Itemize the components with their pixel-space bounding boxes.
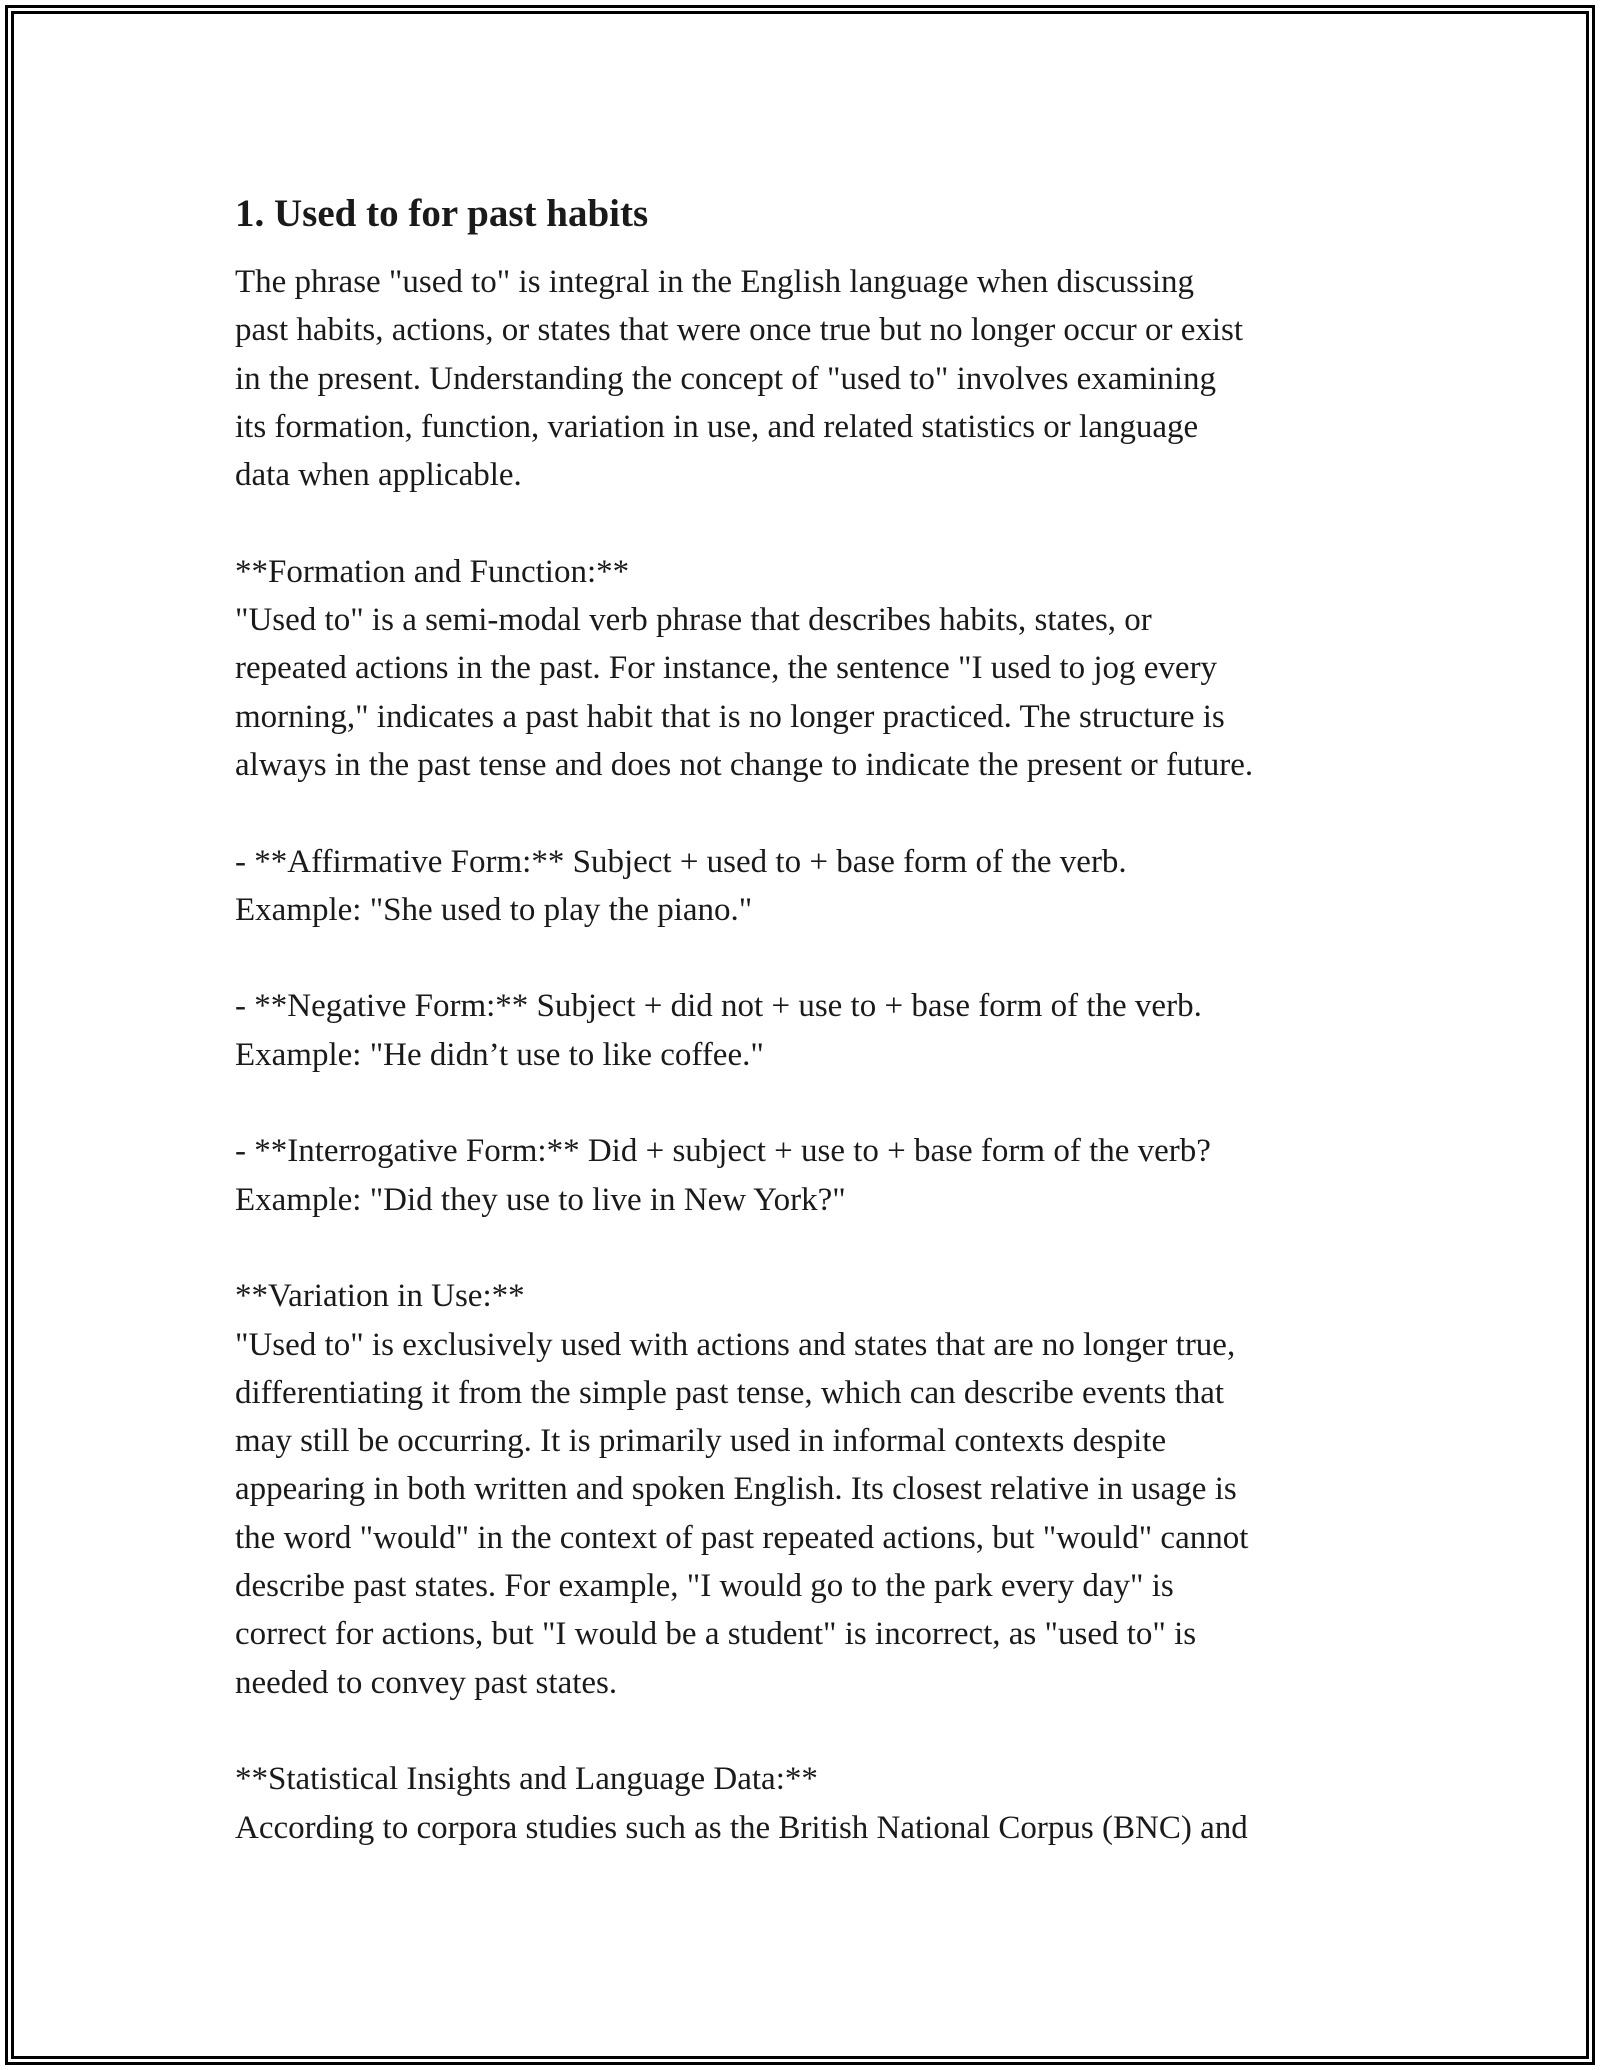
section-heading: 1. Used to for past habits [235, 192, 649, 235]
document-body [235, 184, 1395, 1852]
statistical-insights-paragraph: **Statistical Insights and Language Data:** According to corpora studies such as the British National Corpus (BNC) and [235, 1761, 1248, 1846]
variation-in-use-paragraph: **Variation in Use:** "Used to" is exclusively used with actions and states that are no longer true, differentiating it from the simple past tense, which can describe events that may still be occurring. It is primarily used in informal contexts despite appearing in both written and spoken English. Its closest relative in usage is the word "would" in the context of past repeated actions, but "would" cannot describe past states. For example, "I would go to the park every day" is correct for actions, but "I would be a student" is incorrect, as "used to" is needed to convey past states. [235, 1278, 1249, 1701]
formation-function-paragraph: **Formation and Function:** "Used to" is a semi-modal verb phrase that describes habits, states, or repeated actions in the past. For instance, the sentence "I used to jog every morning," indicates a past habit that is no longer practiced. The structure is always in the past tense and does not change to indicate the present or future. [235, 553, 1254, 783]
intro-paragraph: The phrase "used to" is integral in the English language when discussing past habits, actions, or states that were once true but no longer occur or exist in the present. Understanding the concept of "used to" involves examining its formation, function, variation in use, and related statistics or language data when applicable. [235, 264, 1244, 494]
affirmative-form-paragraph: - **Affirmative Form:** Subject + used to + base form of the verb. Example: "She used to play the piano." [235, 843, 1127, 928]
interrogative-form-paragraph: - **Interrogative Form:** Did + subject + use to + base form of the verb? Example: "Did they use to live in New York?" [235, 1133, 1211, 1218]
negative-form-paragraph: - **Negative Form:** Subject + did not + use to + base form of the verb. Example: "He didn’t use to like coffee." [235, 988, 1202, 1073]
